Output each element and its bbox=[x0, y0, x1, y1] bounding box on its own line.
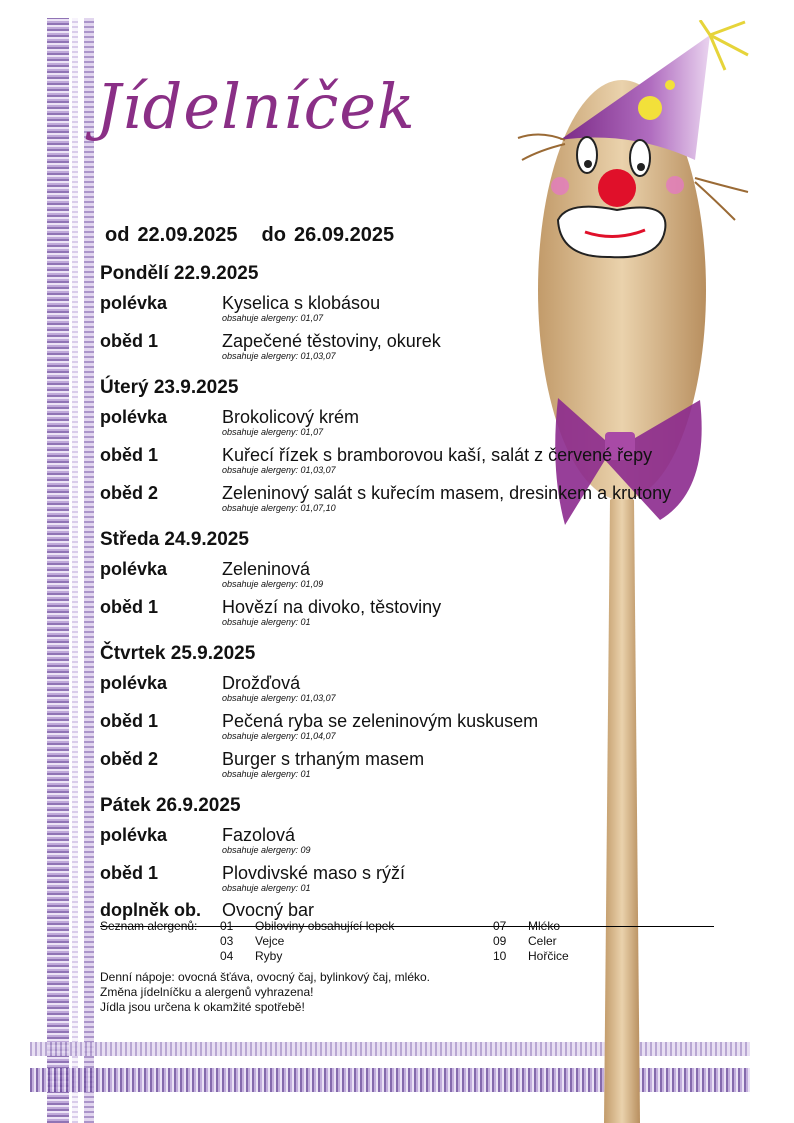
allergen-code: 03 bbox=[220, 934, 234, 948]
allergen-code: 04 bbox=[220, 949, 234, 963]
menu-item bbox=[100, 596, 720, 634]
allergen-code: 09 bbox=[493, 934, 507, 948]
dish-allergens: obsahuje alergeny: 01,07 bbox=[222, 313, 324, 323]
meal-type: polévka bbox=[100, 407, 168, 427]
extra-label: doplněk ob. bbox=[100, 900, 201, 920]
meal-type: oběd 2 bbox=[100, 483, 159, 503]
extra-dish: Ovocný bar bbox=[222, 900, 315, 920]
dish-allergens: obsahuje alergeny: 01 bbox=[222, 883, 311, 893]
allergen-name: Hořčice bbox=[528, 949, 569, 963]
cloth-stripe-vertical-right bbox=[84, 18, 94, 1123]
menu-item bbox=[100, 558, 720, 596]
dish-name: Zeleninová bbox=[222, 559, 311, 579]
dish-name: Brokolicový krém bbox=[222, 407, 360, 427]
dish-allergens: obsahuje alergeny: 01,03,07 bbox=[222, 351, 336, 361]
dish-allergens: obsahuje alergeny: 01 bbox=[222, 769, 311, 779]
allergen-entry bbox=[220, 919, 394, 933]
meal-type: oběd 2 bbox=[100, 749, 159, 769]
allergen-entry bbox=[220, 949, 282, 963]
dish-name: Zeleninový salát s kuřecím masem, dresinkem a krutony bbox=[222, 483, 672, 503]
hat-dot bbox=[638, 96, 662, 120]
date-range bbox=[105, 224, 402, 247]
day-heading: Pondělí 22.9.2025 bbox=[100, 263, 259, 284]
allergen-entry bbox=[220, 934, 284, 948]
meal-type: polévka bbox=[100, 559, 168, 579]
menu-item bbox=[100, 672, 720, 710]
date-to: 26.09.2025 bbox=[293, 224, 395, 246]
note-line: Změna jídelníčku a alergenů vyhrazena! bbox=[100, 985, 314, 999]
note-line: Jídla jsou určena k okamžité spotřebě! bbox=[100, 1000, 305, 1014]
note-line: Denní nápoje: ovocná šťáva, ovocný čaj, bylinkový čaj, mléko. bbox=[100, 970, 431, 984]
date-from-label: od bbox=[105, 224, 130, 246]
day-heading: Úterý 23.9.2025 bbox=[100, 377, 239, 398]
allergen-legend bbox=[100, 917, 620, 967]
weekly-menu bbox=[100, 262, 720, 927]
dish-name: Drožďová bbox=[222, 673, 301, 693]
allergen-entry bbox=[493, 949, 569, 963]
menu-item bbox=[100, 330, 720, 368]
allergen-code: 10 bbox=[493, 949, 507, 963]
dish-allergens: obsahuje alergeny: 01 bbox=[222, 617, 311, 627]
meal-type: oběd 1 bbox=[100, 863, 159, 883]
dish-allergens: obsahuje alergeny: 01,07 bbox=[222, 427, 324, 437]
dish-allergens: obsahuje alergeny: 01,07,10 bbox=[222, 503, 336, 513]
allergen-legend-header: Seznam alergenů: bbox=[100, 919, 198, 933]
meal-type: polévka bbox=[100, 293, 168, 313]
dish-allergens: obsahuje alergeny: 01,04,07 bbox=[222, 731, 336, 741]
dish-name: Pečená ryba se zeleninovým kuskusem bbox=[222, 711, 539, 731]
allergen-name: Obiloviny obsahující lepek bbox=[255, 919, 395, 933]
allergen-entry bbox=[493, 934, 557, 948]
meal-type: oběd 1 bbox=[100, 597, 159, 617]
meal-type: polévka bbox=[100, 673, 168, 693]
dish-allergens: obsahuje alergeny: 01,09 bbox=[222, 579, 324, 589]
dish-name: Hovězí na divoko, těstoviny bbox=[222, 597, 442, 617]
dish-name: Burger s trhaným masem bbox=[222, 749, 425, 769]
allergen-entry bbox=[493, 919, 560, 933]
allergen-name: Ryby bbox=[255, 949, 283, 963]
hat-dot-small bbox=[665, 80, 675, 90]
dish-name: Fazolová bbox=[222, 825, 296, 845]
date-from: 22.09.2025 bbox=[137, 224, 238, 246]
meal-type: oběd 1 bbox=[100, 711, 159, 731]
dish-name: Kyselica s klobásou bbox=[222, 293, 381, 313]
cloth-stripe-vertical bbox=[47, 18, 69, 1123]
menu-item bbox=[100, 482, 720, 520]
day-heading: Pátek 26.9.2025 bbox=[100, 795, 241, 816]
footer-notes bbox=[100, 970, 430, 1015]
date-to-label: do bbox=[261, 224, 286, 246]
page-title: Jídelníček bbox=[96, 70, 416, 143]
menu-item bbox=[100, 444, 720, 482]
clown-nose bbox=[598, 169, 636, 207]
meal-type: oběd 1 bbox=[100, 445, 159, 465]
dish-name: Kuřecí řízek s bramborovou kaší, salát z červené řepy bbox=[222, 445, 653, 465]
dish-name: Zapečené těstoviny, okurek bbox=[222, 331, 441, 351]
allergen-code: 07 bbox=[493, 919, 507, 933]
clown-cheek bbox=[551, 177, 569, 195]
clown-mouth bbox=[558, 207, 665, 258]
menu-item bbox=[100, 862, 720, 900]
menu-item bbox=[100, 710, 720, 748]
menu-item bbox=[100, 406, 720, 444]
dish-allergens: obsahuje alergeny: 01,03,07 bbox=[222, 693, 336, 703]
cloth-stripe-vertical-thin bbox=[72, 18, 78, 1123]
allergen-name: Vejce bbox=[255, 934, 285, 948]
dish-allergens: obsahuje alergeny: 01,03,07 bbox=[222, 465, 336, 475]
dish-allergens: obsahuje alergeny: 09 bbox=[222, 845, 311, 855]
day-heading: Čtvrtek 25.9.2025 bbox=[100, 643, 256, 664]
day-heading: Středa 24.9.2025 bbox=[100, 529, 249, 550]
menu-item bbox=[100, 824, 720, 862]
meal-type: polévka bbox=[100, 825, 168, 845]
menu-item bbox=[100, 748, 720, 786]
dish-name: Plovdivské maso s rýží bbox=[222, 863, 406, 883]
menu-item bbox=[100, 292, 720, 330]
allergen-name: Celer bbox=[528, 934, 557, 948]
meal-type: oběd 1 bbox=[100, 331, 159, 351]
allergen-name: Mléko bbox=[528, 919, 561, 933]
allergen-code: 01 bbox=[220, 919, 234, 933]
